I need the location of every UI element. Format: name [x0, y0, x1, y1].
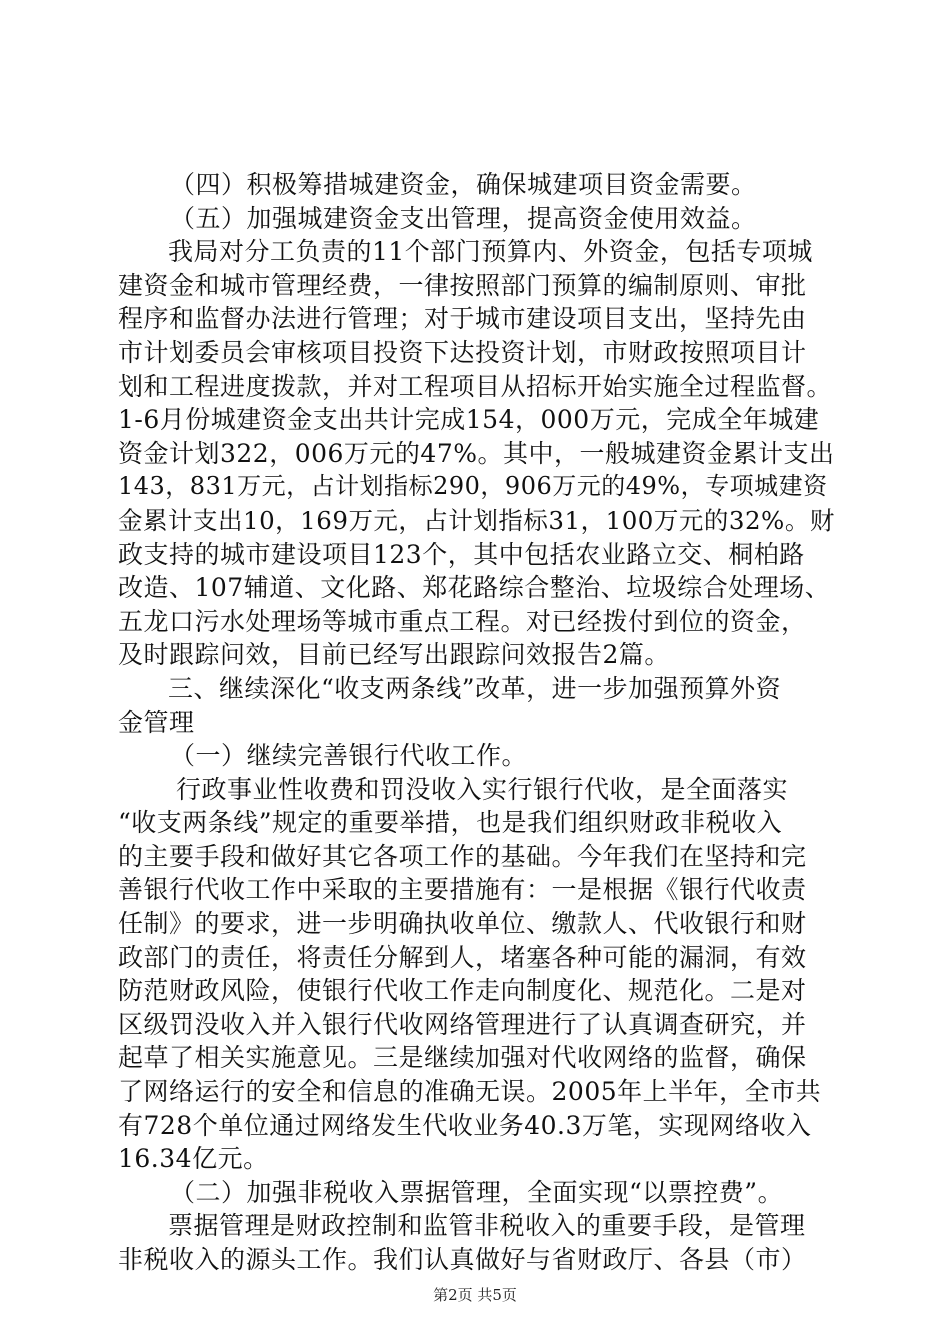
text-line: 行政事业性收费和罚没收入实行银行代收，是全面落实: [176, 774, 789, 804]
text-line: 建资金和城市管理经费，一律按照部门预算的编制原则、审批: [118, 270, 807, 300]
text-line: （四）积极筹措城建资金，确保城建项目资金需要。: [170, 170, 757, 199]
text-line: 资金计划322，006万元的47%。其中，一般城建资金累计支出: [118, 438, 835, 468]
document-body: [118, 168, 838, 1277]
text-line: 16.34亿元。: [118, 1144, 269, 1174]
text-line: 及时跟踪问效，目前已经写出跟踪问效报告2篇。: [118, 640, 670, 670]
text-line: 区级罚没收入并入银行代收网络管理进行了认真调查研究，并: [118, 1009, 807, 1039]
text-line: 三、继续深化“收支两条线”改革，进一步加强预算外资: [168, 673, 782, 703]
page-footer: 第2页 共5页: [433, 1286, 517, 1304]
text-line: 的主要手段和做好其它各项工作的基础。今年我们在坚持和完: [118, 841, 807, 871]
text-line: （一）继续完善银行代收工作。: [170, 741, 528, 771]
text-line: 改造、107辅道、文化路、郑花路综合整治、垃圾综合处理场、: [118, 573, 831, 603]
text-line: 金累计支出10，169万元，占计划指标31，100万元的32%。财: [118, 505, 835, 535]
text-line: 五龙口污水处理场等城市重点工程。对已经拨付到位的资金，: [118, 606, 807, 636]
text-line: 143，831万元，占计划指标290，906万元的49%，专项城建资: [118, 472, 828, 501]
text-line: 金管理: [118, 707, 195, 737]
text-line: 非税收入的源头工作。我们认真做好与省财政厅、各县（市）: [118, 1245, 807, 1274]
text-line: 防范财政风险，使银行代收工作走向制度化、规范化。二是对: [118, 976, 807, 1006]
text-line: 票据管理是财政控制和监管非税收入的重要手段，是管理: [168, 1211, 806, 1241]
text-line: 有728个单位通过网络发生代收业务40.3万笔，实现网络收入: [118, 1110, 812, 1140]
text-line: “收支两条线”规定的重要举措，也是我们组织财政非税收入: [118, 808, 783, 838]
text-line: 政部门的责任，将责任分解到人，堵塞各种可能的漏洞，有效: [118, 942, 807, 972]
text-line: 了网络运行的安全和信息的准确无误。2005年上半年，全市共: [118, 1077, 822, 1107]
text-line: 划和工程进度拨款，并对工程项目从招标开始实施全过程监督。: [118, 371, 833, 401]
text-line: 政支持的城市建设项目123个，其中包括农业路立交、桐柏路: [118, 539, 805, 569]
text-line: 程序和监督办法进行管理；对于城市建设项目支出，坚持先由: [118, 304, 807, 334]
text-line: （二）加强非税收入票据管理，全面实现“以票控费”。: [170, 1177, 784, 1207]
text-line: （五）加强城建资金支出管理，提高资金使用效益。: [170, 203, 757, 233]
text-line: 1-6月份城建资金支出共计完成154，000万元，完成全年城建: [118, 405, 820, 435]
text-line: 任制》的要求，进一步明确执收单位、缴款人、代收银行和财: [118, 909, 807, 939]
text-line: 市计划委员会审核项目投资下达投资计划，市财政按照项目计: [118, 337, 807, 367]
text-line: 我局对分工负责的11个部门预算内、外资金，包括专项城: [168, 237, 813, 267]
text-line: 起草了相关实施意见。三是继续加强对代收网络的监督，确保: [118, 1043, 807, 1073]
text-line: 善银行代收工作中采取的主要措施有：一是根据《银行代收责: [118, 875, 807, 905]
